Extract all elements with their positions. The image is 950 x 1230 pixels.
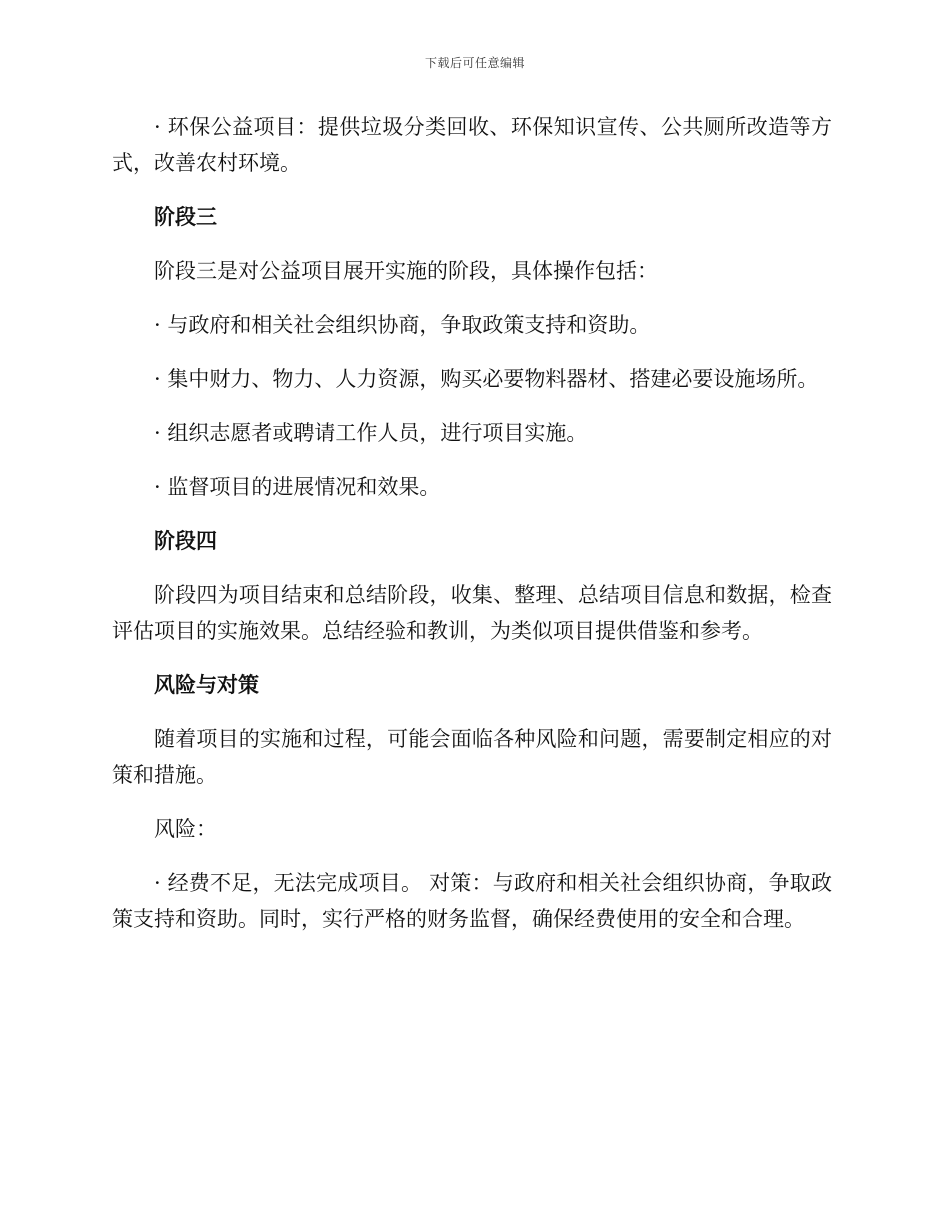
bullet-funding-risk: · 经费不足，无法完成项目。 对策：与政府和相关社会组织协商，争取政策支持和资助。同时，实行严格的财务监督，确保经费使用的安全和合理。 [112, 871, 832, 931]
paragraph-risk-label: 风险： [154, 817, 217, 841]
paragraph-risks-intro: 随着项目的实施和过程，可能会面临各种风险和问题，需要制定相应的对策和措施。 [112, 727, 832, 787]
paragraph-stage-three-intro: 阶段三是对公益项目展开实施的阶段，具体操作包括： [154, 259, 658, 283]
heading-stage-three: 阶段三 [154, 205, 217, 229]
bullet-resource-concentration: · 集中财力、物力、人力资源，购买必要物料器材、搭建必要设施场所。 [154, 367, 819, 391]
heading-stage-four: 阶段四 [154, 529, 217, 553]
bullet-government-negotiation: · 与政府和相关社会组织协商，争取政策支持和资助。 [154, 313, 651, 337]
header-note: 下载后可任意编辑 [424, 56, 525, 70]
document-body [112, 109, 832, 955]
bullet-volunteer-organization: · 组织志愿者或聘请工作人员，进行项目实施。 [154, 421, 588, 445]
paragraph-stage-four: 阶段四为项目结束和总结阶段，收集、整理、总结项目信息和数据，检查评估项目的实施效果。总结经验和教训，为类似项目提供借鉴和参考。 [112, 583, 832, 643]
paragraph-environment-project: · 环保公益项目：提供垃圾分类回收、环保知识宣传、公共厕所改造等方式，改善农村环境。 [112, 115, 832, 175]
bullet-progress-supervision: · 监督项目的进展情况和效果。 [154, 475, 441, 499]
heading-risks-countermeasures: 风险与对策 [154, 673, 259, 697]
